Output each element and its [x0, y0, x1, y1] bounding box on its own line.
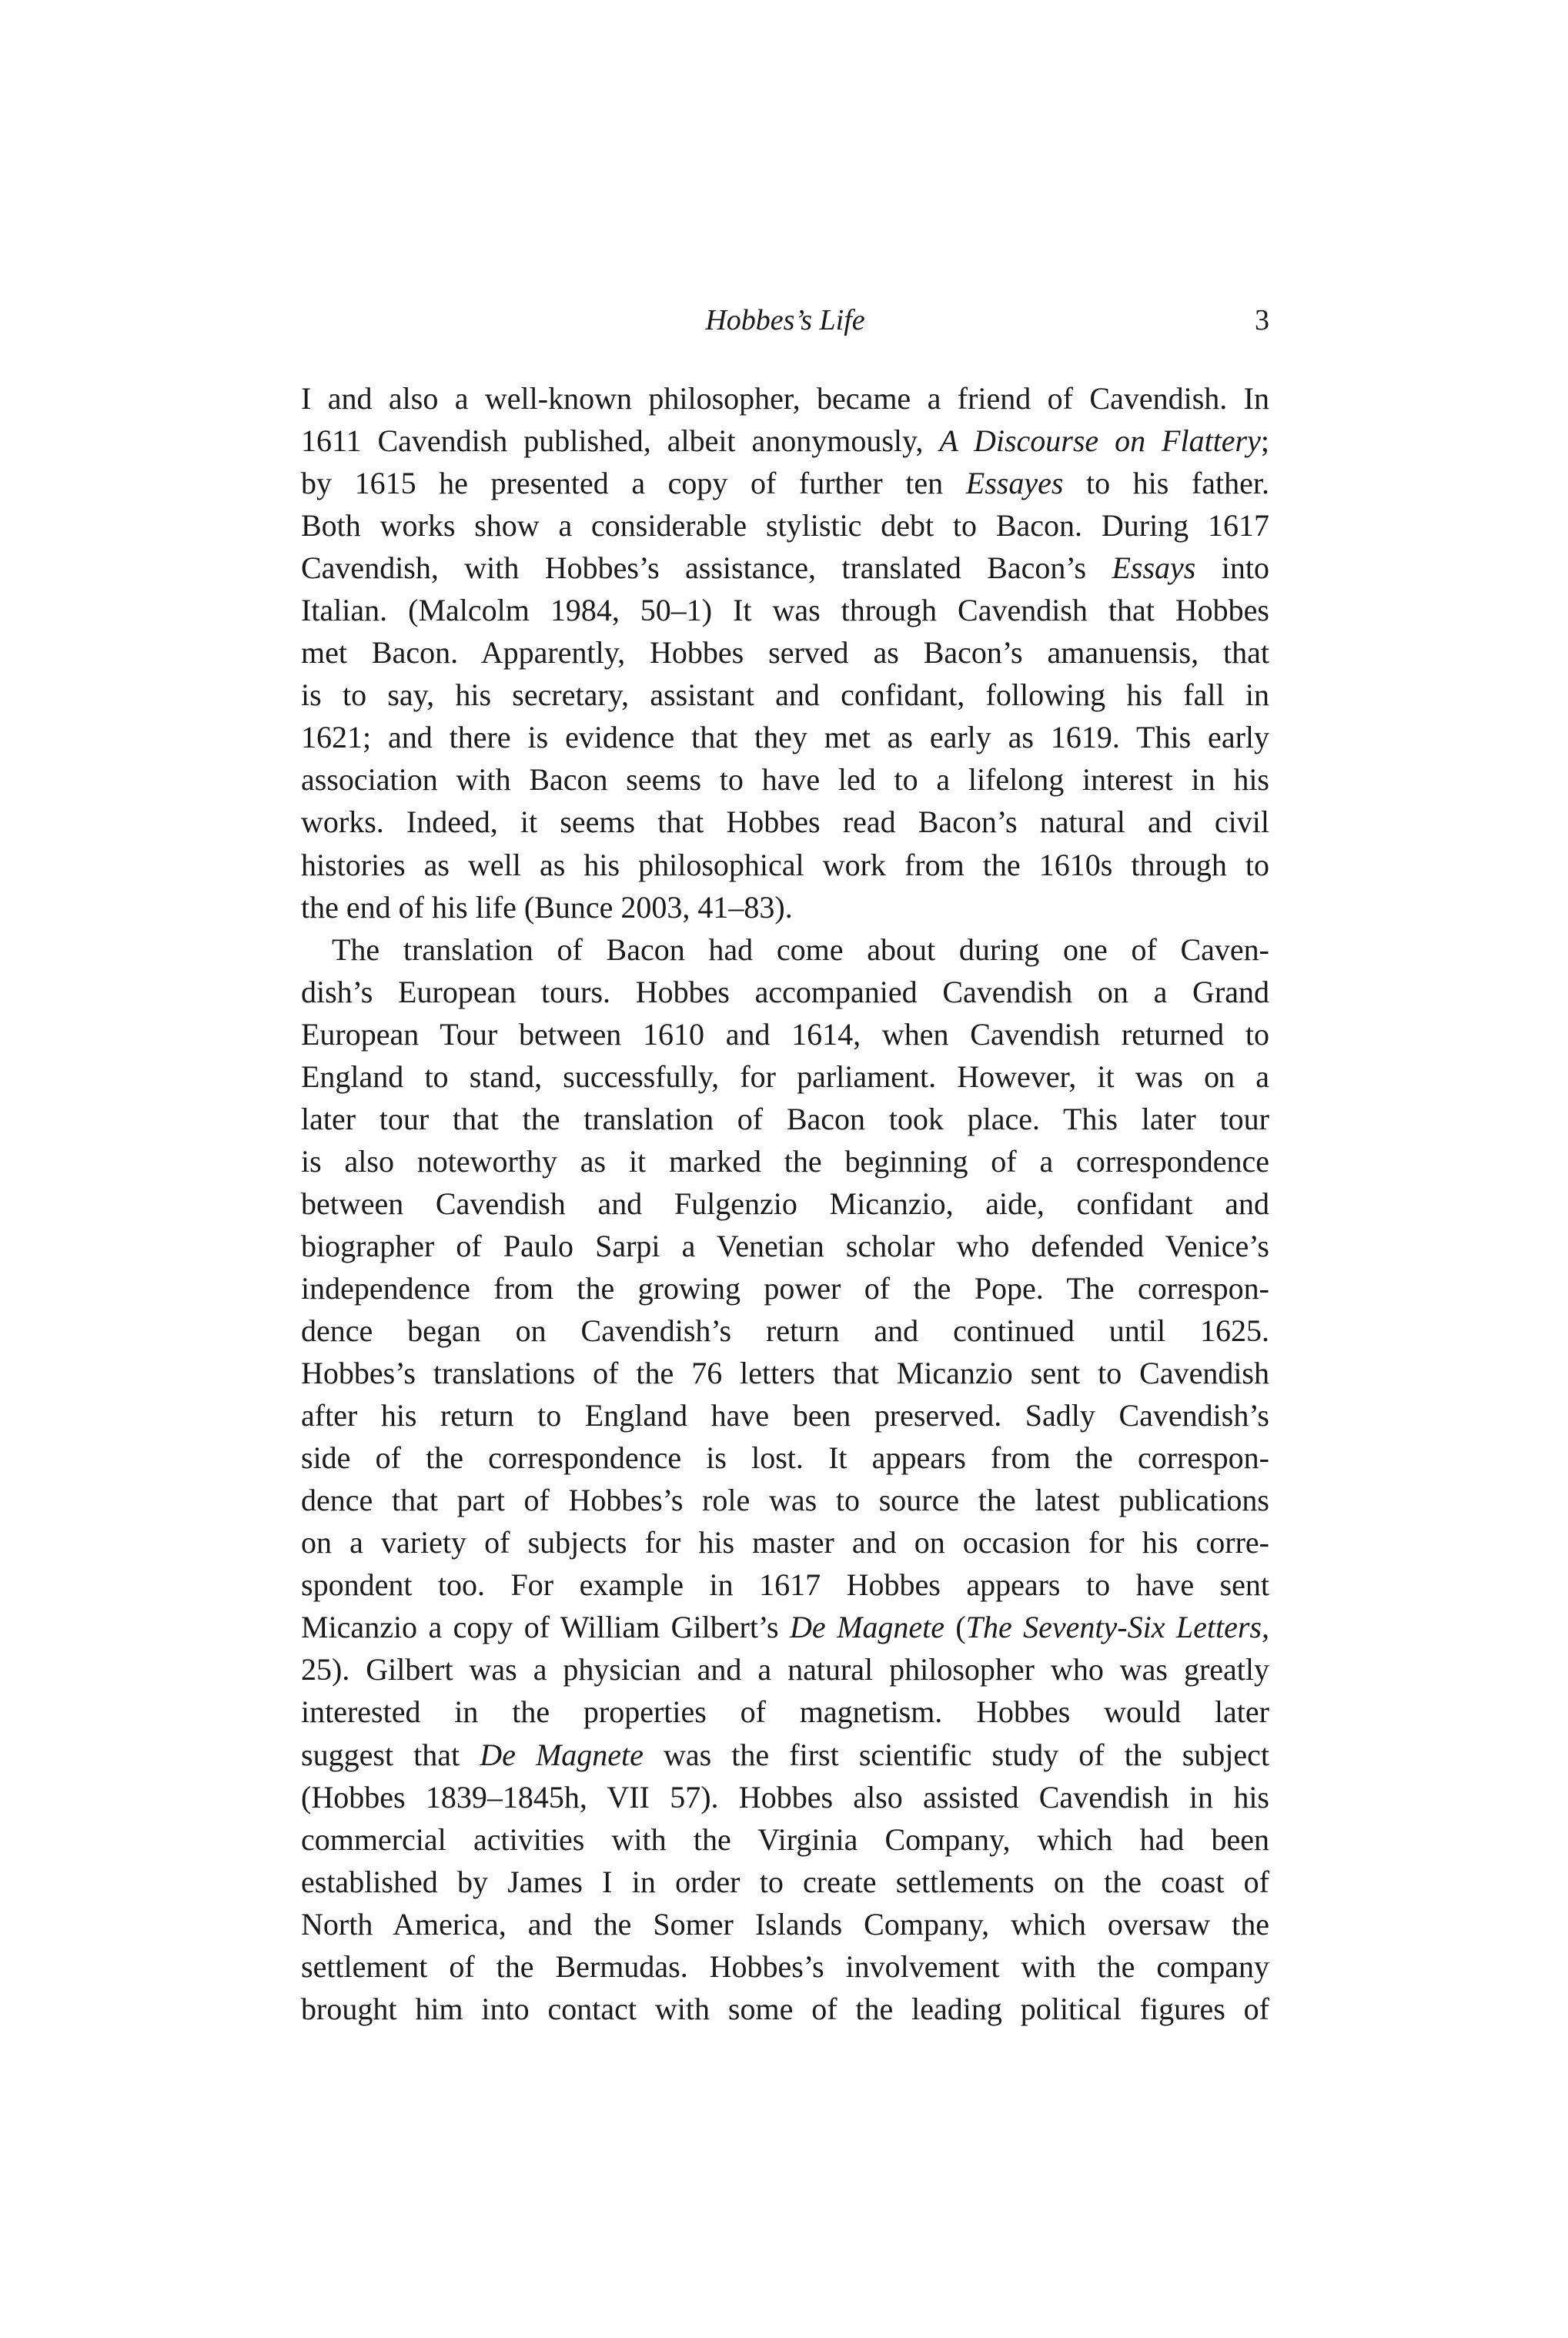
text-line — [301, 971, 1269, 1013]
text-line — [301, 801, 1269, 843]
text-line — [301, 716, 1269, 758]
text-run: to his father. — [1063, 466, 1269, 501]
text-run: 1621; and there is evidence that they met as early as 1619. This early — [301, 720, 1269, 755]
italic-run: A Discourse on Flattery — [939, 423, 1261, 459]
page-number: 3 — [1255, 304, 1269, 336]
text-run: interested in the properties of magnetism. Hobbes would later — [301, 1694, 1269, 1730]
text-line — [301, 1903, 1269, 1945]
text-run: England to stand, successfully, for parliament. However, it was on a — [301, 1059, 1269, 1094]
text-line — [301, 1225, 1269, 1267]
text-line — [301, 631, 1269, 674]
text-run: settlement of the Bermudas. Hobbes’s involvement with the company — [301, 1948, 1269, 1984]
text-line — [301, 420, 1269, 462]
text-line — [301, 504, 1269, 547]
text-run: I and also a well-known philosopher, became a friend of Cavendish. In — [301, 381, 1269, 416]
text-line — [301, 886, 1269, 928]
text-line — [301, 844, 1269, 886]
text-run: by 1615 he presented a copy of further ten — [301, 466, 966, 501]
text-line — [301, 1564, 1269, 1606]
text-line — [301, 547, 1269, 589]
text-run: dence began on Cavendish’s return and continued until 1625. — [301, 1313, 1269, 1349]
text-line — [301, 1437, 1269, 1479]
text-line — [301, 1098, 1269, 1140]
text-run: dence that part of Hobbes’s role was to source the latest publications — [301, 1483, 1269, 1518]
text-run: ; — [1260, 423, 1269, 459]
text-line — [301, 1267, 1269, 1309]
text-run: ( — [944, 1610, 966, 1645]
text-run: association with Bacon seems to have led to a lifelong interest in his — [301, 762, 1269, 798]
italic-run: Essayes — [965, 466, 1064, 501]
text-line — [301, 758, 1269, 801]
text-line — [301, 1818, 1269, 1861]
text-run: 25). Gilbert was a physician and a natural philosopher who was greatly — [301, 1652, 1269, 1687]
text-line — [301, 589, 1269, 631]
text-run: Both works show a considerable stylistic debt to Bacon. During 1617 — [301, 508, 1269, 544]
text-line — [301, 377, 1269, 420]
text-run: commercial activities with the Virginia Company, which had been — [301, 1821, 1269, 1857]
text-run: after his return to England have been preserved. Sadly Cavendish’s — [301, 1398, 1269, 1433]
text-line — [301, 1013, 1269, 1055]
text-line — [301, 1734, 1269, 1776]
text-run: spondent too. For example in 1617 Hobbes appears to have sent — [301, 1567, 1269, 1603]
text-line — [301, 1521, 1269, 1564]
text-line — [301, 1776, 1269, 1818]
text-line — [301, 928, 1269, 971]
italic-run: Essays — [1112, 550, 1196, 586]
text-run: Italian. (Malcolm 1984, 50–1) It was through Cavendish that Hobbes — [301, 593, 1269, 628]
text-run: independence from the growing power of the Pope. The correspon- — [301, 1270, 1269, 1306]
text-line — [301, 1988, 1269, 2030]
text-line — [301, 1352, 1269, 1394]
text-run: into — [1195, 550, 1269, 586]
text-run: Cavendish, with Hobbes’s assistance, translated Bacon’s — [301, 550, 1112, 586]
text-line — [301, 1055, 1269, 1098]
italic-run: The Seventy-Six Letters, — [965, 1610, 1269, 1645]
text-run: Hobbes’s translations of the 76 letters that Micanzio sent to Cavendish — [301, 1356, 1269, 1391]
text-line — [301, 1394, 1269, 1437]
text-run: on a variety of subjects for his master and on occasion for his corre- — [301, 1525, 1269, 1560]
text-run: dish’s European tours. Hobbes accompanied Cavendish on a Grand — [301, 974, 1269, 1009]
text-line — [301, 1309, 1269, 1352]
text-line — [301, 1140, 1269, 1182]
text-line — [301, 462, 1269, 504]
text-run: suggest that — [301, 1737, 480, 1772]
italic-run: De Magnete — [480, 1737, 644, 1772]
text-run: the end of his life (Bunce 2003, 41–83). — [301, 889, 793, 925]
text-run: The translation of Bacon had come about during one of Caven- — [332, 932, 1269, 967]
text-line — [301, 1479, 1269, 1521]
text-line — [301, 674, 1269, 716]
text-run: was the first scientific study of the subject — [643, 1737, 1269, 1772]
text-run: 1611 Cavendish published, albeit anonymously, — [301, 423, 940, 459]
text-run: brought him into contact with some of the leading political figures of — [301, 1991, 1269, 2026]
text-line — [301, 1861, 1269, 1903]
text-run: side of the correspondence is lost. It appears from the correspon- — [301, 1440, 1269, 1476]
text-run: between Cavendish and Fulgenzio Micanzio, aide, confidant and — [301, 1186, 1269, 1221]
paragraph — [301, 928, 1269, 2030]
text-line — [301, 1606, 1269, 1648]
text-run: is to say, his secretary, assistant and confidant, following his fall in — [301, 677, 1269, 713]
text-run: European Tour between 1610 and 1614, when Cavendish returned to — [301, 1016, 1269, 1052]
text-line — [301, 1691, 1269, 1733]
text-run: Micanzio a copy of William Gilbert’s — [301, 1610, 791, 1645]
text-run: histories as well as his philosophical work from the 1610s through to — [301, 847, 1269, 882]
running-title: Hobbes’s Life — [705, 304, 865, 336]
paragraph — [301, 377, 1269, 928]
body-text — [301, 377, 1269, 2030]
text-run: biographer of Paulo Sarpi a Venetian scholar who defended Venice’s — [301, 1228, 1269, 1263]
text-run: works. Indeed, it seems that Hobbes read Bacon’s natural and civil — [301, 804, 1269, 840]
text-run: is also noteworthy as it marked the beginning of a correspondence — [301, 1143, 1269, 1179]
text-run: North America, and the Somer Islands Company, which oversaw the — [301, 1906, 1269, 1942]
text-run: established by James I in order to create settlements on the coast of — [301, 1864, 1269, 1899]
text-run: (Hobbes 1839–1845h, VII 57). Hobbes also assisted Cavendish in his — [301, 1779, 1269, 1815]
running-head — [301, 300, 1269, 346]
text-line — [301, 1182, 1269, 1225]
text-run: met Bacon. Apparently, Hobbes served as Bacon’s amanuensis, that — [301, 635, 1269, 671]
text-line — [301, 1648, 1269, 1691]
italic-run: De Magnete — [790, 1610, 945, 1645]
text-run: later tour that the translation of Bacon took place. This later tour — [301, 1101, 1269, 1136]
text-line — [301, 1945, 1269, 1988]
